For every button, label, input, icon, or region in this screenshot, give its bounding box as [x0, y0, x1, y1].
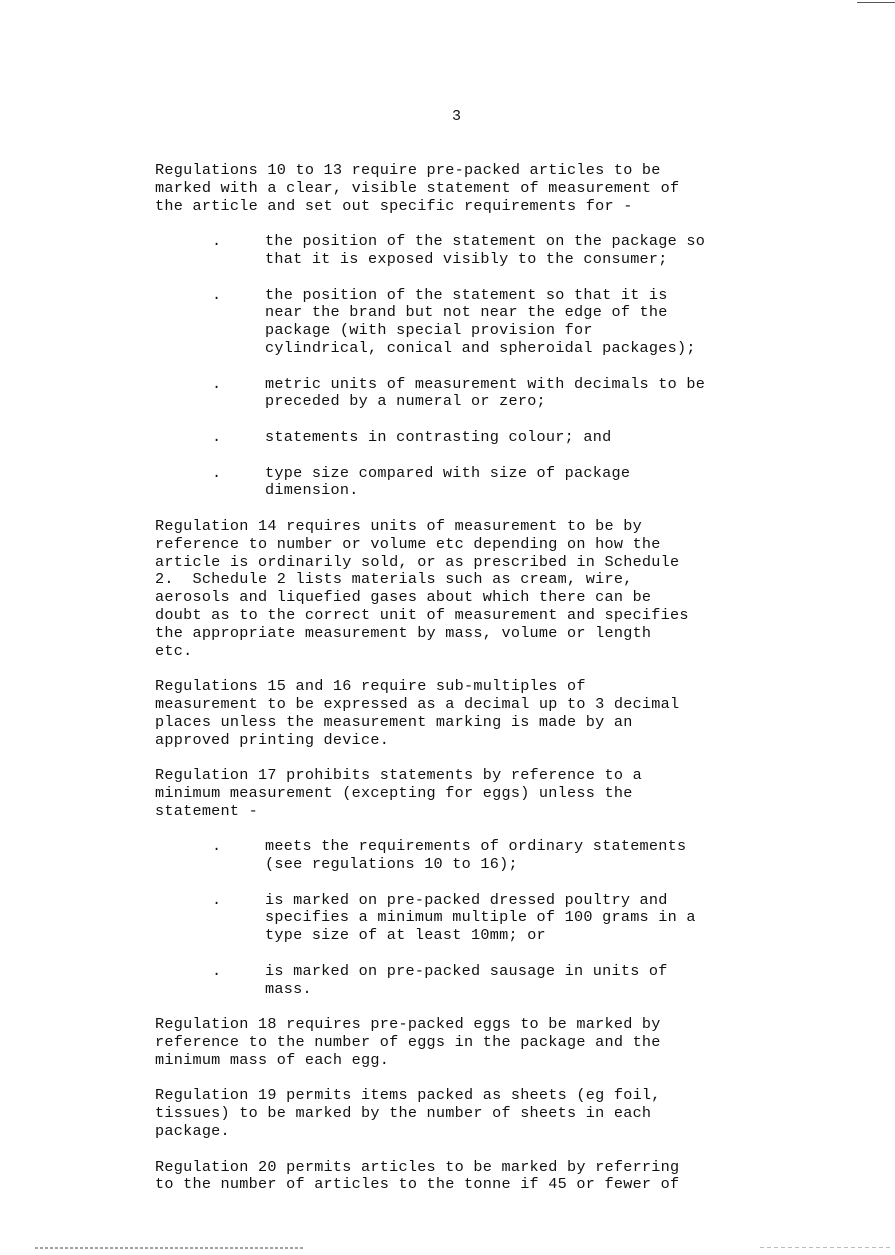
- scan-artifact-left: [35, 1247, 305, 1249]
- list-item: [155, 838, 785, 874]
- paragraph-regulations-15-16: Regulations 15 and 16 require sub-multiples of measurement to be expressed as a decimal up to 3 decimal places unless the measurement marking is made by an approved printing device.: [155, 677, 680, 749]
- list-item-text: is marked on pre-packed sausage in units of mass.: [265, 961, 668, 998]
- list-item-text: is marked on pre-packed dressed poultry and specifies a minimum multiple of 100 grams in a type size of at least 10mm; or: [265, 890, 696, 945]
- bullet-list-requirements: [155, 233, 785, 500]
- paragraph-regulation-17: Regulation 17 prohibits statements by reference to a minimum measurement (excepting for eggs) unless the statement -: [155, 766, 642, 820]
- document-body: [155, 162, 785, 1212]
- bullet-icon: .: [212, 427, 222, 446]
- list-item-text: the position of the statement so that it is near the brand but not near the edge of the package (with special provision for cylindrical, conical and spheroidal packages);: [265, 285, 696, 357]
- list-item: [155, 892, 785, 945]
- list-item: [155, 233, 785, 269]
- paragraph-regulation-18: Regulation 18 requires pre-packed eggs to be marked by reference to the number of eggs in the package and the minimum mass of each egg.: [155, 1015, 661, 1069]
- list-item: [155, 429, 785, 447]
- paragraph-regulation-19: Regulation 19 permits items packed as sheets (eg foil, tissues) to be marked by the number of sheets in each package.: [155, 1086, 661, 1141]
- list-item-text: the position of the statement on the package so that it is exposed visibly to the consumer;: [265, 232, 706, 268]
- bullet-icon: .: [212, 285, 222, 304]
- list-item-text: statements in contrasting colour; and: [265, 427, 612, 446]
- bullet-icon: .: [212, 890, 222, 909]
- scan-artifact-right: [760, 1247, 890, 1248]
- list-item: [155, 963, 785, 999]
- bullet-list-minimum-statements: [155, 838, 785, 998]
- page-number: 3: [452, 108, 462, 125]
- scan-edge-mark: [857, 2, 895, 3]
- paragraph-regulation-20: Regulation 20 permits articles to be marked by referring to the number of articles to the tonne if 45 or fewer of: [155, 1157, 680, 1194]
- list-item: [155, 465, 785, 501]
- list-item-text: type size compared with size of package dimension.: [265, 463, 631, 500]
- bullet-icon: .: [212, 961, 222, 980]
- bullet-icon: .: [212, 837, 222, 856]
- bullet-icon: .: [212, 463, 222, 482]
- paragraph-regulations-10-13: Regulations 10 to 13 require pre-packed articles to be marked with a clear, visible statement of measurement of the article and set out specific requirements for -: [155, 161, 680, 215]
- list-item-text: meets the requirements of ordinary statements (see regulations 10 to 16);: [265, 837, 687, 874]
- bullet-icon: .: [212, 232, 222, 251]
- bullet-icon: .: [212, 374, 222, 393]
- list-item: [155, 287, 785, 358]
- list-item: [155, 376, 785, 412]
- list-item-text: metric units of measurement with decimals to be preceded by a numeral or zero;: [265, 374, 706, 411]
- paragraph-regulation-14: Regulation 14 requires units of measurement to be by reference to number or volume etc depending on how the article is ordinarily sold, or as prescribed in Schedule 2. Schedule 2 lists materials such as cream, wire, aerosols and liquefied gases about which there can be doubt as to the correct unit of measurement and specifies the appropriate measurement by mass, volume or length etc.: [155, 516, 689, 660]
